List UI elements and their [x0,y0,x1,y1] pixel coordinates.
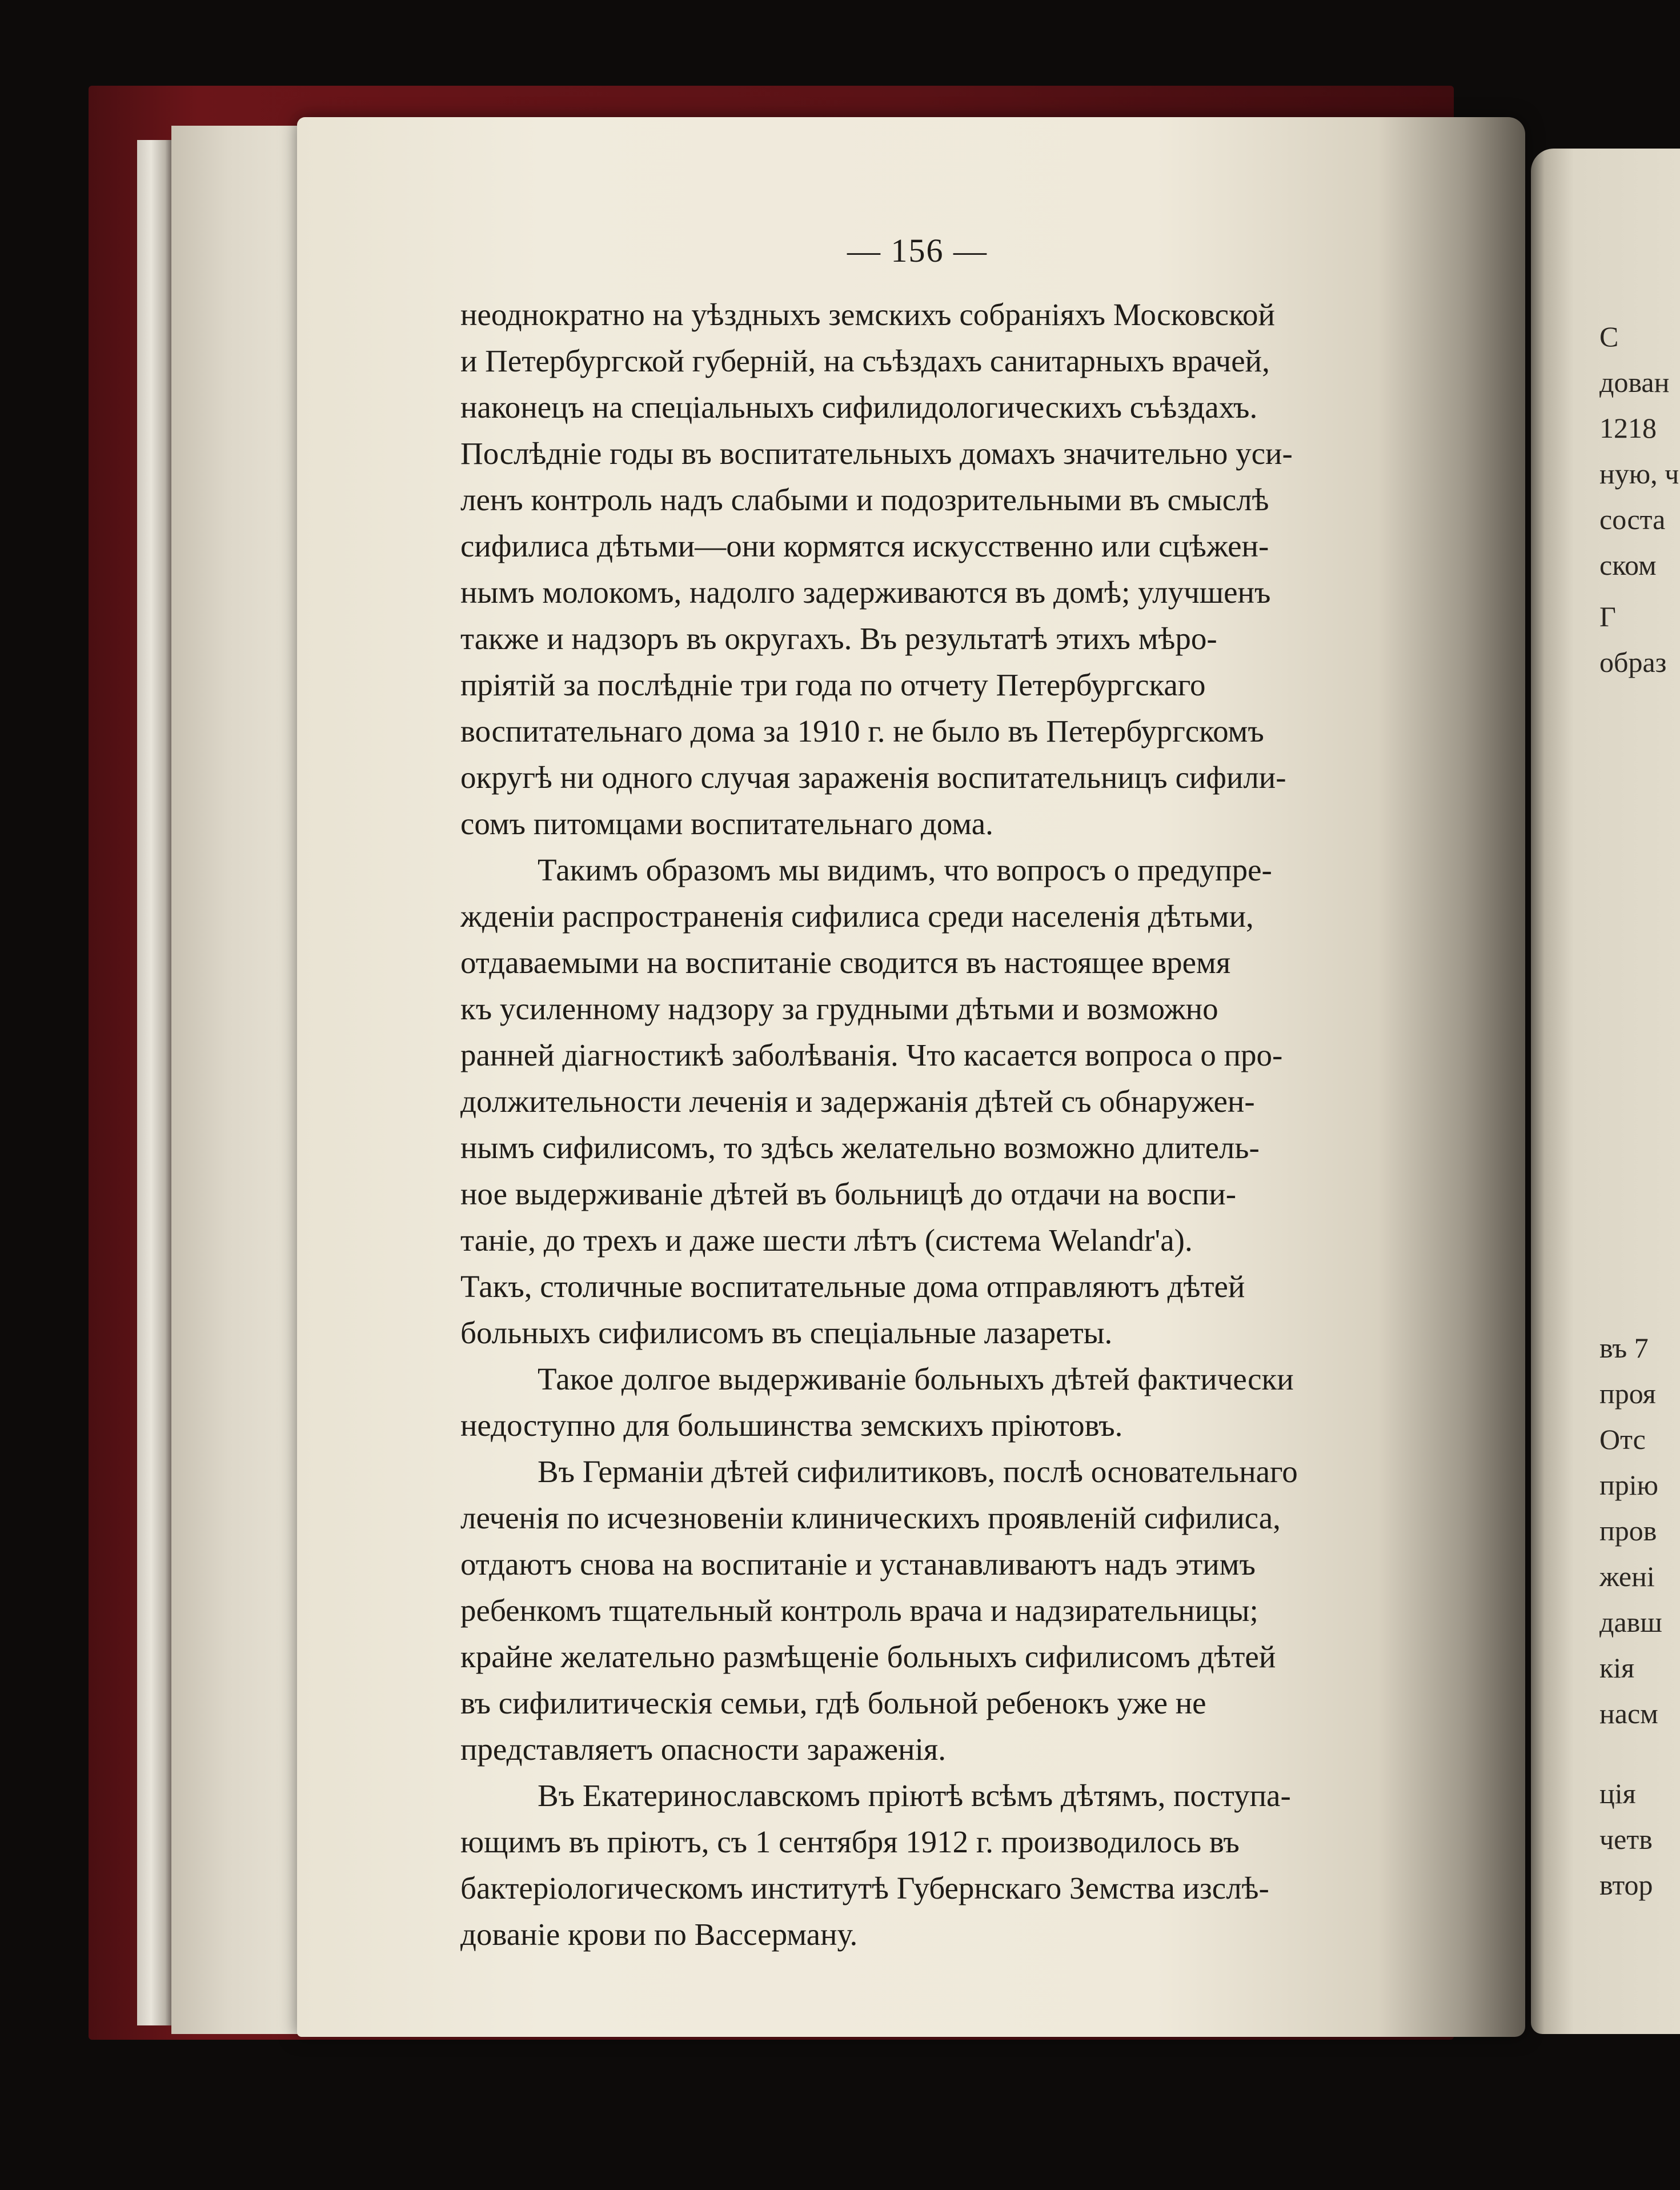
text-line: дованіе крови по Вассерману. [460,1917,858,1952]
text-line: недоступно для большинства земскихъ пріютовъ. [460,1408,1123,1443]
text-line: представляетъ опасности зараженія. [460,1732,946,1767]
text-line: должительности леченія и задержанія дѣтей съ обнаружен- [460,1084,1255,1119]
right-page-text-fragment: ную, ч [1599,458,1679,490]
text-line: ребенкомъ тщательный контроль врача и надзирательницы; [460,1593,1258,1628]
page-stack [171,126,314,2034]
text-line: Послѣдніе годы въ воспитательныхъ домахъ значительно уси- [460,436,1293,471]
right-page-text-fragment: С [1599,321,1619,353]
text-line: неоднократно на уѣздныхъ земскихъ собраніяхъ Московской [460,297,1275,332]
text-line: ющимъ въ пріютъ, съ 1 сентября 1912 г. производилось въ [460,1824,1240,1859]
text-line: сифилиса дѣтьми—они кормятся искусственно или сцѣжен- [460,529,1269,563]
text-line: отдаваемыми на воспитаніе сводится въ настоящее время [460,945,1231,980]
right-page-text-fragment: Г [1599,600,1616,632]
right-page-text-fragment: насм [1599,1697,1658,1729]
book-page-left [297,117,1525,2037]
text-line: округѣ ни одного случая зараженія воспитательницъ сифили- [460,760,1286,795]
right-page-text-fragment: прію [1599,1469,1659,1501]
right-page-text-fragment: образ [1599,646,1667,678]
text-line: Въ Екатеринославскомъ пріютѣ всѣмъ дѣтямъ, поступа- [538,1778,1291,1813]
right-page-text-fragment: ція [1599,1777,1636,1809]
right-page-text-fragment: ском [1599,549,1657,581]
text-line: отдаютъ снова на воспитаніе и устанавливаютъ надъ этимъ [460,1547,1256,1582]
right-page-text-fragment: жені [1599,1560,1655,1592]
text-line: нымъ сифилисомъ, то здѣсь желательно возможно длитель- [460,1130,1260,1165]
right-page-text-fragment: четв [1599,1823,1653,1855]
right-page-text-fragment: дован [1599,366,1670,398]
book-page-right [1531,149,1680,2034]
text-line: ленъ контроль надъ слабыми и подозрительными въ смыслѣ [460,482,1269,517]
right-page-text-fragment: въ 7 [1599,1332,1649,1364]
text-line: пріятій за послѣдніе три года по отчету Петербургскаго [460,667,1206,702]
text-line: Такимъ образомъ мы видимъ, что вопросъ о предупре- [538,852,1272,887]
right-page-text-fragment: пров [1599,1515,1657,1547]
right-page-text-fragment: давш [1599,1606,1662,1638]
text-line: Въ Германіи дѣтей сифилитиковъ, послѣ основательнаго [538,1454,1298,1489]
text-line: ное выдерживаніе дѣтей въ больницѣ до отдачи на воспи- [460,1176,1237,1211]
text-line: таніе, до трехъ и даже шести лѣтъ (система Welandr'a). [460,1223,1193,1258]
text-line: къ усиленному надзору за грудными дѣтьми и возможно [460,991,1218,1026]
right-page-text-fragment: втор [1599,1869,1653,1901]
right-page-text-fragment: Отс [1599,1423,1646,1455]
text-line: нымъ молокомъ, надолго задерживаются въ домѣ; улучшенъ [460,575,1271,610]
text-line: Такъ, столичные воспитательные дома отправляютъ дѣтей [460,1269,1245,1304]
text-line: крайне желательно размѣщеніе больныхъ сифилисомъ дѣтей [460,1639,1276,1674]
text-line: и Петербургской губерній, на съѣздахъ санитарныхъ врачей, [460,343,1270,378]
text-line: сомъ питомцами воспитательнаго дома. [460,806,993,841]
text-line: жденіи распространенія сифилиса среди населенія дѣтьми, [460,899,1254,934]
right-page-text-fragment: соста [1599,503,1666,535]
text-line: леченія по исчезновеніи клиническихъ проявленій сифилиса, [460,1500,1281,1535]
text-line: ранней діагностикѣ заболѣванія. Что касается вопроса о про- [460,1038,1283,1072]
text-line: наконецъ на спеціальныхъ сифилидологическихъ съѣздахъ. [460,390,1258,425]
text-line: больныхъ сифилисомъ въ спеціальные лазареты. [460,1315,1113,1350]
text-line: въ сифилитическія семьи, гдѣ больной ребенокъ уже не [460,1685,1206,1720]
right-page-text-fragment: проя [1599,1378,1656,1410]
right-page-text-fragment: 1218 [1599,412,1657,444]
page-number: — 156 — [847,232,988,269]
text-line: воспитательнаго дома за 1910 г. не было въ Петербургскомъ [460,714,1264,748]
text-line: бактеріологическомъ институтѣ Губернскаго Земства изслѣ- [460,1871,1269,1905]
page-body-text [460,291,1525,1957]
text-line: также и надзоръ въ округахъ. Въ результатѣ этихъ мѣро- [460,621,1217,656]
right-page-text-fragment: кія [1599,1652,1635,1684]
text-line: Такое долгое выдерживаніе больныхъ дѣтей фактически [538,1362,1294,1396]
